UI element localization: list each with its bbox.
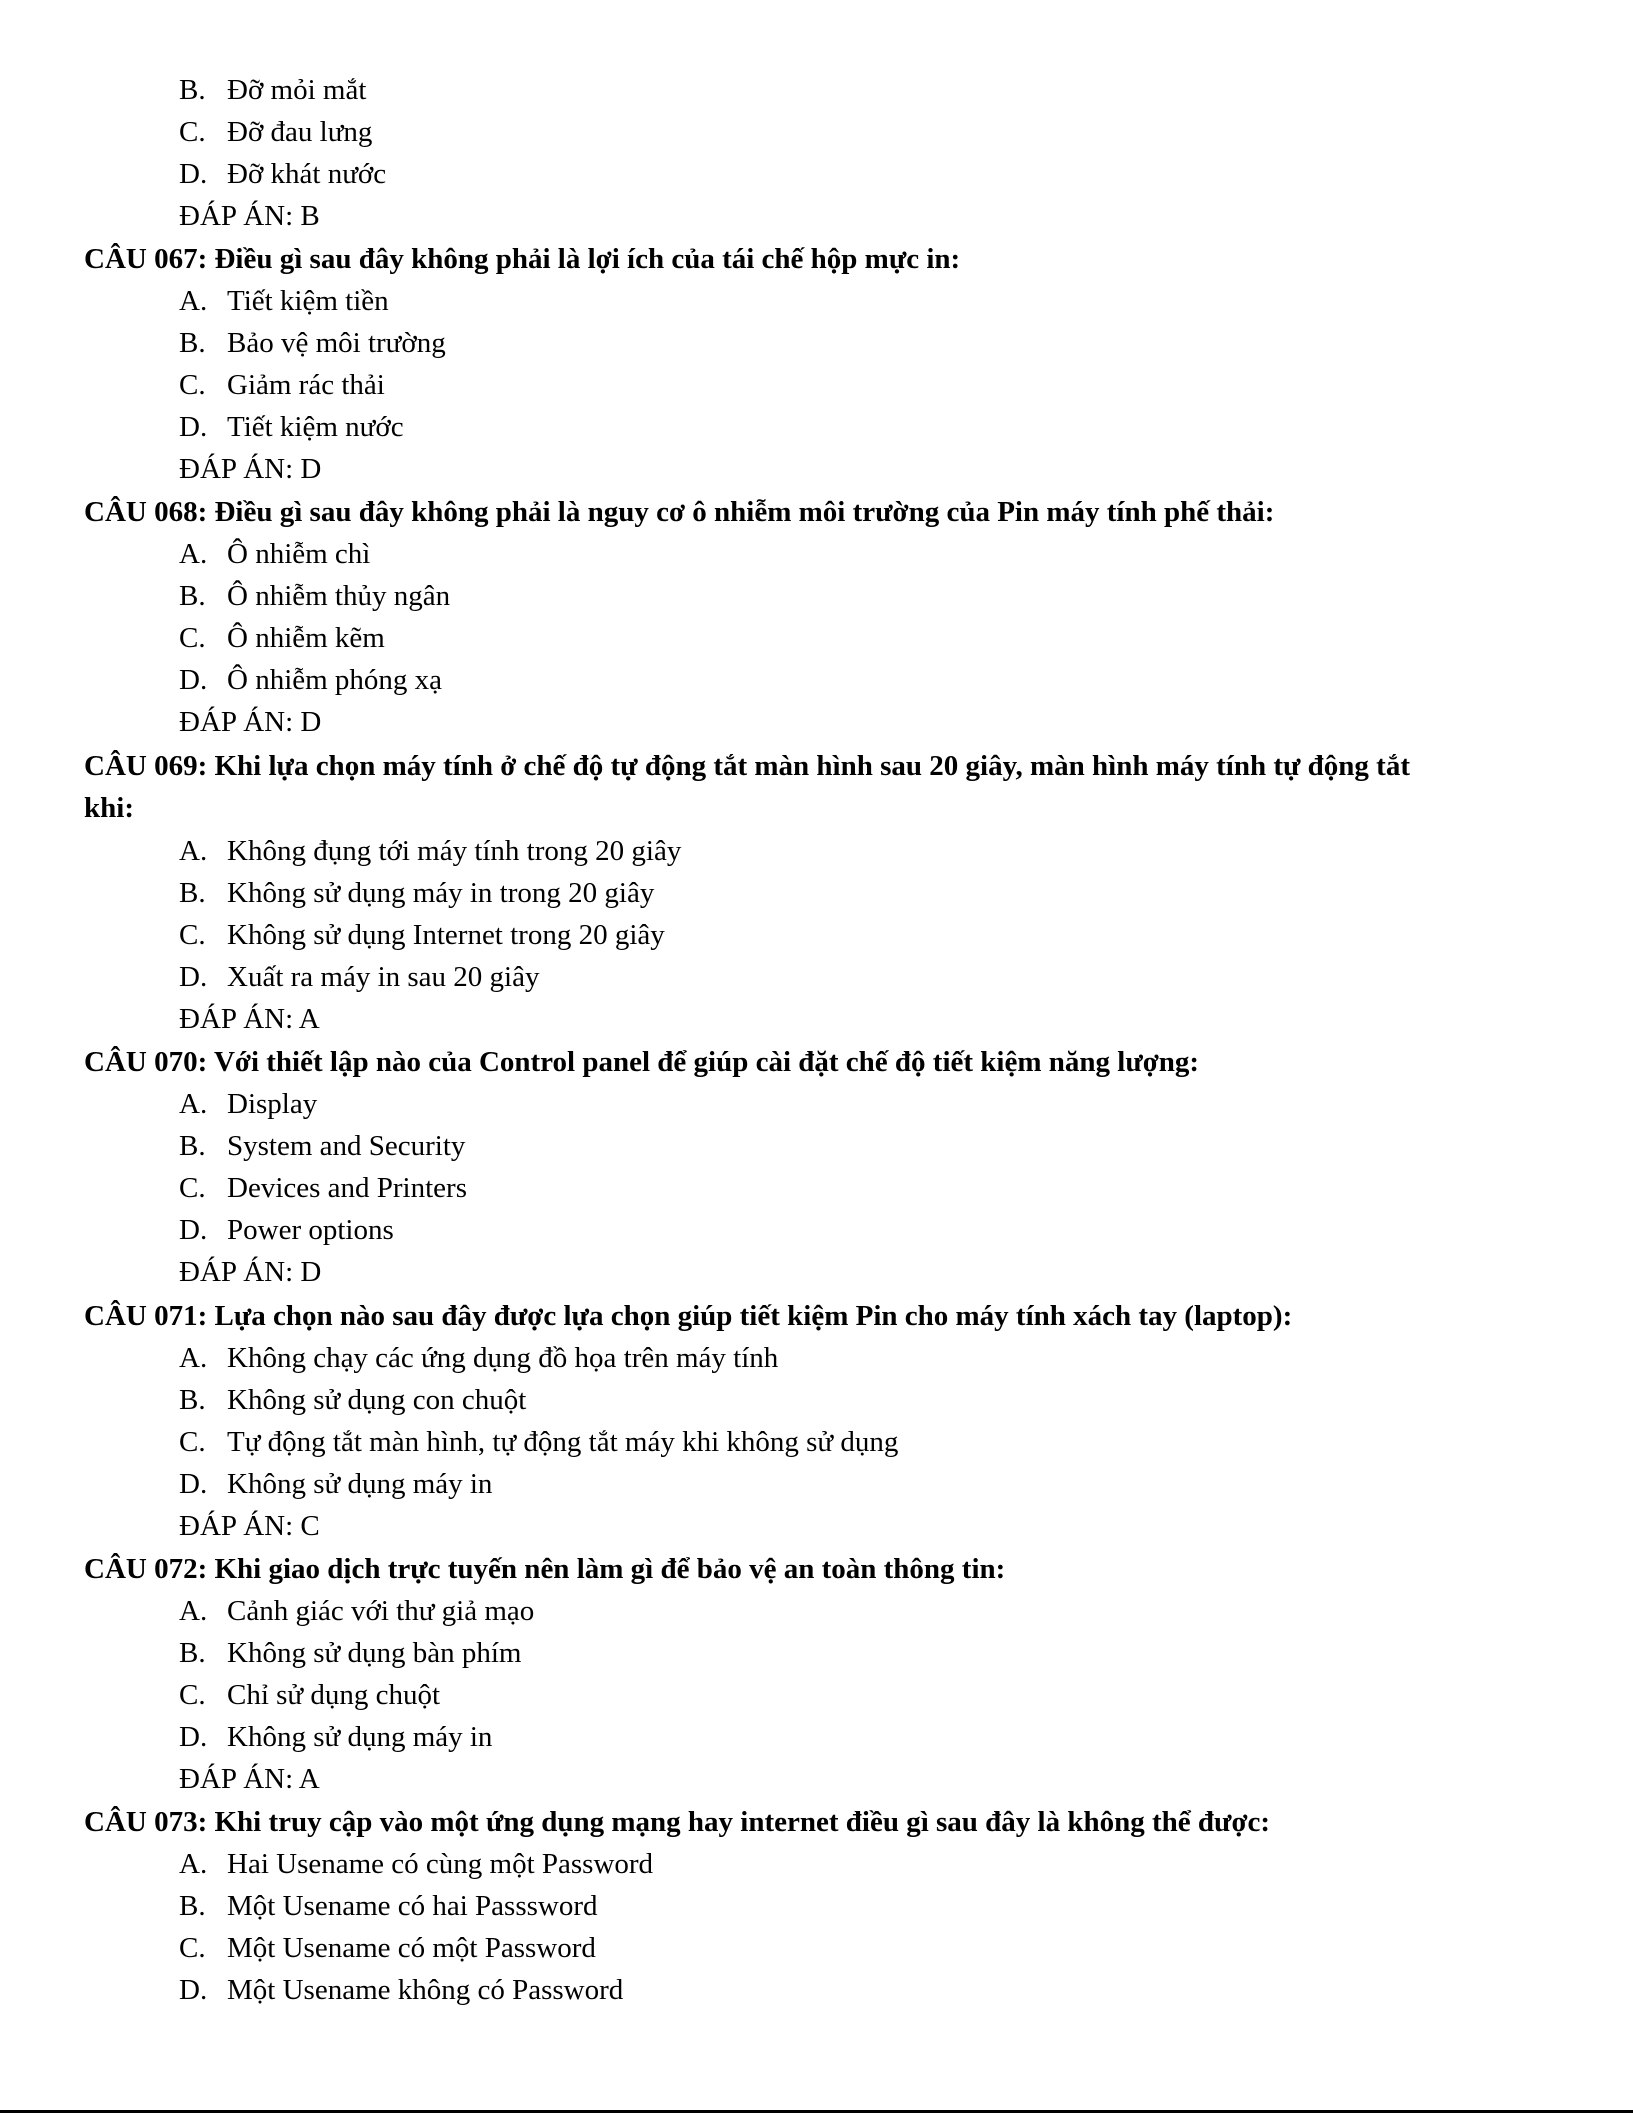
option-letter: B. [179, 1890, 206, 1922]
option-letter: B. [179, 580, 206, 612]
option-line [179, 1421, 898, 1463]
answer-line: ĐÁP ÁN: D [179, 706, 322, 738]
answer-line: ĐÁP ÁN: A [179, 1763, 320, 1795]
option-text: Không sử dụng Internet trong 20 giây [227, 919, 665, 951]
option-letter: D. [179, 411, 208, 443]
option-letter: A. [179, 1088, 208, 1120]
option-letter: C. [179, 1679, 206, 1711]
option-line [179, 1674, 440, 1716]
option-text: Ô nhiễm phóng xạ [227, 664, 443, 696]
option-line [179, 575, 450, 617]
option-text: Không sử dụng máy in [227, 1721, 493, 1753]
option-letter: C. [179, 1172, 206, 1204]
option-letter: A. [179, 1342, 208, 1374]
option-line [179, 1927, 596, 1969]
option-text: Không đụng tới máy tính trong 20 giây [227, 835, 682, 867]
option-letter: A. [179, 1848, 208, 1880]
option-text: Không sử dụng bàn phím [227, 1637, 522, 1669]
option-text: Hai Usename có cùng một Password [227, 1848, 654, 1880]
option-text: Tiết kiệm nước [227, 411, 404, 443]
option-letter: C. [179, 369, 206, 401]
option-line [179, 659, 442, 701]
option-text: Không chạy các ứng dụng đồ họa trên máy tính [227, 1342, 779, 1374]
option-text: Không sử dụng máy in trong 20 giây [227, 877, 655, 909]
option-line [179, 280, 389, 322]
option-letter: C. [179, 1426, 206, 1458]
option-letter: B. [179, 1130, 206, 1162]
option-line [179, 533, 370, 575]
option-text: Devices and Printers [227, 1172, 467, 1204]
option-line [179, 1167, 467, 1209]
question-title: CÂU 067: Điều gì sau đây không phải là lợi ích của tái chế hộp mực in: [84, 243, 961, 275]
option-text: Đỡ mỏi mắt [227, 74, 367, 106]
option-line [179, 1083, 317, 1125]
option-letter: D. [179, 664, 208, 696]
option-line [179, 1463, 492, 1505]
option-text: Một Usename không có Password [227, 1974, 624, 2006]
option-line [179, 617, 385, 659]
question-title: CÂU 069: Khi lựa chọn máy tính ở chế độ tự động tắt màn hình sau 20 giây, màn hình máy tính tự động tắt [84, 750, 1410, 782]
question-title: CÂU 073: Khi truy cập vào một ứng dụng mạng hay internet điều gì sau đây là không thể được: [84, 1806, 1271, 1838]
option-line [179, 1969, 623, 2011]
option-text: Bảo vệ môi trường [227, 327, 446, 359]
option-text: Đỡ đau lưng [227, 116, 373, 148]
option-letter: D. [179, 961, 208, 993]
option-text: System and Security [227, 1130, 466, 1162]
answer-line: ĐÁP ÁN: D [179, 1256, 322, 1288]
question-title: CÂU 072: Khi giao dịch trực tuyến nên làm gì để bảo vệ an toàn thông tin: [84, 1553, 1006, 1585]
option-line [179, 364, 385, 406]
question-title: CÂU 071: Lựa chọn nào sau đây được lựa chọn giúp tiết kiệm Pin cho máy tính xách tay (laptop): [84, 1300, 1293, 1332]
answer-line: ĐÁP ÁN: A [179, 1003, 320, 1035]
option-text: Xuất ra máy in sau 20 giây [227, 961, 540, 993]
option-line [179, 1885, 598, 1927]
option-line [179, 872, 654, 914]
option-line [179, 1337, 778, 1379]
option-line [179, 1843, 653, 1885]
option-line [179, 914, 665, 956]
option-line [179, 322, 446, 364]
option-text: Chỉ sử dụng chuột [227, 1679, 441, 1711]
answer-line: ĐÁP ÁN: C [179, 1510, 320, 1542]
option-line [179, 1209, 394, 1251]
option-line [179, 830, 681, 872]
option-letter: B. [179, 1384, 206, 1416]
option-text: Display [227, 1088, 318, 1120]
option-letter: C. [179, 116, 206, 148]
option-line [179, 406, 404, 448]
question-title-continued: khi: [84, 792, 134, 824]
option-letter: B. [179, 327, 206, 359]
option-letter: C. [179, 919, 206, 951]
option-line [179, 1125, 465, 1167]
option-letter: D. [179, 1721, 208, 1753]
option-text: Không sử dụng máy in [227, 1468, 493, 1500]
option-letter: A. [179, 538, 208, 570]
option-line [179, 1716, 492, 1758]
option-line [179, 111, 372, 153]
option-letter: D. [179, 1214, 208, 1246]
option-letter: D. [179, 158, 208, 190]
option-letter: A. [179, 835, 208, 867]
option-text: Power options [227, 1214, 394, 1246]
question-title: CÂU 070: Với thiết lập nào của Control panel để giúp cài đặt chế độ tiết kiệm năng lượng: [84, 1046, 1200, 1078]
option-text: Đỡ khát nước [227, 158, 387, 190]
option-text: Ô nhiễm thủy ngân [227, 580, 451, 612]
option-letter: A. [179, 1595, 208, 1627]
option-text: Một Usename có hai Passsword [227, 1890, 598, 1922]
option-letter: B. [179, 74, 206, 106]
option-text: Ô nhiễm chì [227, 538, 371, 570]
option-letter: B. [179, 877, 206, 909]
answer-line: ĐÁP ÁN: D [179, 453, 322, 485]
option-text: Cảnh giác với thư giả mạo [227, 1595, 535, 1627]
question-title: CÂU 068: Điều gì sau đây không phải là nguy cơ ô nhiễm môi trường của Pin máy tính phế thải: [84, 496, 1275, 528]
option-text: Ô nhiễm kẽm [227, 622, 385, 654]
answer-line: ĐÁP ÁN: B [179, 200, 320, 232]
option-letter: D. [179, 1468, 208, 1500]
option-text: Tiết kiệm tiền [227, 285, 389, 317]
option-line [179, 1632, 521, 1674]
option-letter: D. [179, 1974, 208, 2006]
option-line [179, 956, 539, 998]
option-letter: B. [179, 1637, 206, 1669]
option-text: Tự động tắt màn hình, tự động tắt máy khi không sử dụng [227, 1426, 899, 1458]
option-text: Giảm rác thải [227, 369, 385, 401]
option-text: Một Usename có một Password [227, 1932, 596, 1964]
option-line [179, 1379, 526, 1421]
option-letter: C. [179, 1932, 206, 1964]
option-line [179, 69, 366, 111]
option-letter: C. [179, 622, 206, 654]
option-text: Không sử dụng con chuột [227, 1384, 527, 1416]
option-line [179, 153, 386, 195]
option-line [179, 1590, 534, 1632]
option-letter: A. [179, 285, 208, 317]
